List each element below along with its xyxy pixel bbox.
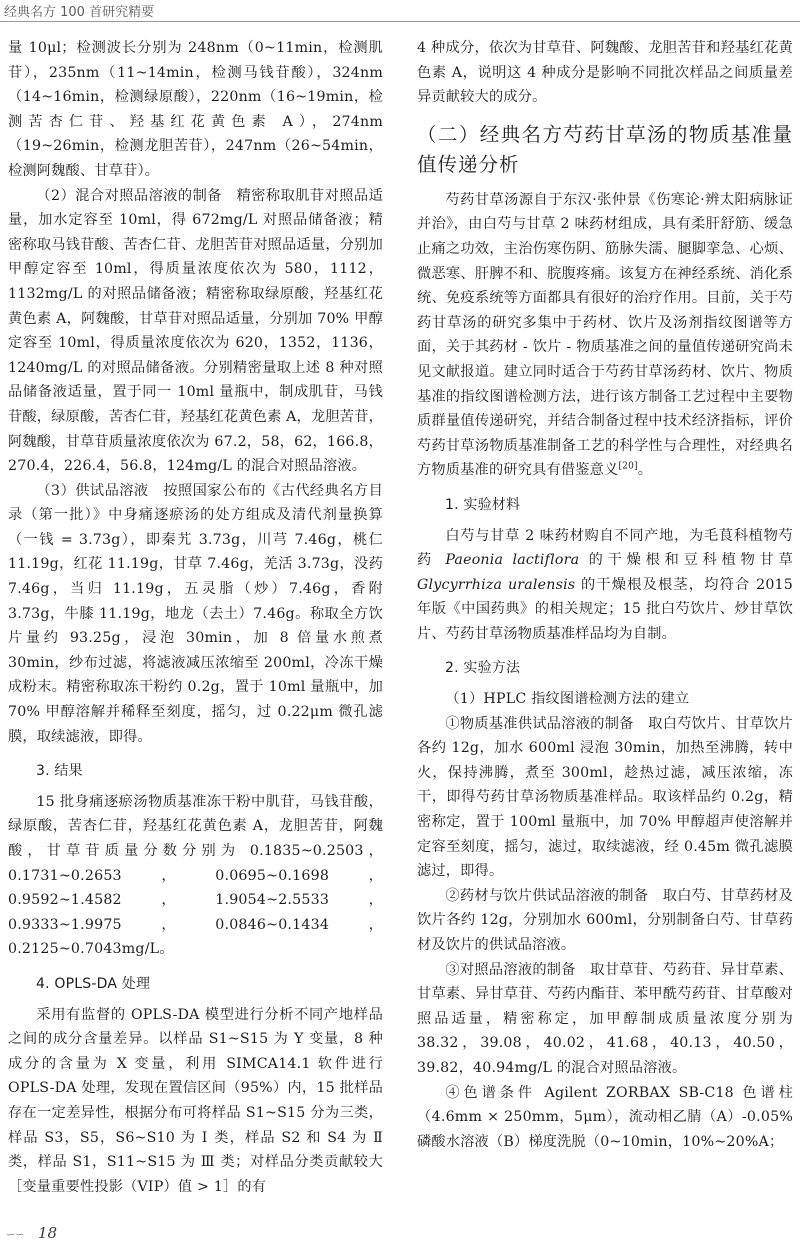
paragraph-herb-solution: ②药材与饮片供试品溶液的制备 取白芍、甘草药材及饮片各约 12g，分别加水 600ml，分别制备白芍、甘草药材及饮片的供试品溶液。 xyxy=(417,887,793,953)
materials-text-a: 白芍与甘草 2 味药材购自不同产地，为毛茛科植物芍药 xyxy=(417,527,793,569)
heading-opls-da: 4. OPLS-DA 处理 xyxy=(36,975,151,992)
intro-end: 。 xyxy=(637,462,653,479)
materials-text-c: 的干燥根及根茎，均符合 2015 年版《中国药典》的相关规定；15 批白芍饮片、炒甘草饮片、芍药甘草汤物质基准样品均为自制。 xyxy=(417,576,794,642)
paragraph-mixed-reference-prep: （2）混合对照品溶液的制备 精密称取肌苷对照品适量，加水定容至 10ml，得 672mg/L 对照品储备液；精密称取马钱苷酸、苦杏仁苷、龙胆苦苷对照品适量，分别加甲醇定容至 10ml，得质量浓度依次为 580，1112，1132mg/L 的对照品储备液；精密称取绿原酸，羟基红花黄色素 A，阿魏酸，甘草苷对照品适量，分别加 70% 甲醇定容至 10ml，得质量浓度依次为 620，1352，1136，1240mg/L 的对照品储备液。分别精密量取上述 8 种对照品储备液适量，置于同一 10ml 量瓶中，制成肌苷，马钱苷酸，绿原酸，苦杏仁苷，羟基红花黄色素 A，龙胆苦苷，阿魏酸，甘草苷质量浓度依次为 67.2，58，62，166.8，270.4，226.4，56.8，124mg/L 的混合对照品溶液。 xyxy=(8,187,383,475)
paragraph-chromatography: ④色谱条件 Agilent ZORBAX SB-C18 色谱柱（4.6mm × 250mm，5μm），流动相乙腈（A）-0.05% 磷酸水溶液（B）梯度洗脱（0~10min，10%~20%A； xyxy=(417,1084,793,1150)
materials-text-b: 的干燥根和豆科植物甘草 xyxy=(579,552,793,569)
latin-name-glycyrrhiza: Glycyrrhiza uralensis xyxy=(417,576,576,593)
right-column xyxy=(417,36,793,1154)
section-heading: （二）经典名方芍药甘草汤的物质基准量值传递分析 xyxy=(417,122,793,176)
page-number: 18 xyxy=(38,1224,58,1242)
heading-results: 3. 结果 xyxy=(36,763,83,780)
running-header xyxy=(0,0,800,20)
left-column xyxy=(8,36,383,1199)
reference-citation: [20] xyxy=(618,461,638,472)
paragraph-reference-solution: ③对照品溶液的制备 取甘草苷、芍药苷、异甘草素、甘草素、异甘草苷、芍药内酯苷、苯甲酰芍药苷、甘草酸对照品适量，精密称定，加甲醇制成质量浓度分别为 38.32，39.08，40.02，41.68，40.13，40.50，39.82，40.94mg/L 的混合对照品溶液。 xyxy=(417,961,793,1076)
paragraph-intro xyxy=(417,188,793,483)
paragraph-detection-wavelengths: 量 10μl；检测波长分别为 248nm（0~11min，检测肌苷），235nm（11~14min，检测马钱苷酸），324nm（14~16min，检测绿原酸），220nm（16~19min，检测苦杏仁苷、羟基红花黄色素 A），274nm（19~26min，检测龙胆苦苷），247nm（26~54min，检测阿魏酸、甘草苷）。 xyxy=(8,40,383,179)
paragraph-hplc-method: （1）HPLC 指纹图谱检测方法的建立 xyxy=(445,691,690,708)
footer-ornament-icon: ∽∽ xyxy=(6,1228,25,1241)
header-divider xyxy=(0,21,800,22)
paragraph-opls-da: 采用有监督的 OPLS-DA 模型进行分析不同产地样品之间的成分含量差异。以样品 S1~S15 为 Y 变量，8 种成分的含量为 X 变量，利用 SIMCA14.1 软件进行 OPLS-DA 处理，发现在置信区间（95%）内，15 批样品存在一定差异性，根据分布可将样品 S1~S15 分为三类，样品 S3，S5，S6~S10 为 Ⅰ 类，样品 S2 和 S4 为 Ⅱ 类，样品 S1，S11~S15 为 Ⅲ 类；对样品分类贡献较大［变量重要性投影（VIP）值 > 1］的有 xyxy=(8,1006,383,1195)
paragraph-test-solution: （3）供试品溶液 按照国家公布的《古代经典名方目录（第一批）》中身痛逐瘀汤的处方组成及清代剂量换算（一钱 = 3.73g），即秦艽 3.73g，川芎 7.46g，桃仁 11.19g，红花 11.19g，甘草 7.46g，羌活 3.73g，没药 7.46g，当归 11.19g，五灵脂（炒）7.46g，香附 3.73g，牛膝 11.19g，地龙（去土）7.46g。称取全方饮片量约 93.25g，浸泡 30min，加 8 倍量水煎煮 30min，纱布过滤，将滤液减压浓缩至 200ml，冷冻干燥成粉末。精密称取冻干粉约 0.2g，置于 10ml 量瓶中，加 70% 甲醇溶解并稀释至刻度，摇匀，过 0.22μm 微孔滤膜，取续滤液，即得。 xyxy=(8,482,383,745)
latin-name-paeonia: Paeonia lactiflora xyxy=(445,552,580,569)
paragraph-continued: 4 种成分，依次为甘草苷、阿魏酸、龙胆苦苷和羟基红花黄色素 A，说明这 4 种成分是影响不同批次样品之间质量差异贡献较大的成分。 xyxy=(417,40,793,106)
paragraph-results: 15 批身痛逐瘀汤物质基准冻干粉中肌苷，马钱苷酸，绿原酸，苦杏仁苷，羟基红花黄色素 A，龙胆苦苷，阿魏酸，甘草苷质量分数分别为 0.1835~0.2503，0.1731~0.2653，0.0695~0.1698，0.9592~1.4582，1.9054~2.5533，0.9333~1.9975，0.0846~0.1434，0.2125~0.7043mg/L。 xyxy=(8,793,383,958)
heading-materials: 1. 实验材料 xyxy=(445,496,521,513)
book-title: 经典名方 100 首研究精要 xyxy=(4,5,155,20)
heading-methods: 2. 实验方法 xyxy=(445,660,521,677)
paragraph-materials xyxy=(417,524,793,647)
paragraph-substance-solution: ①物质基准供试品溶液的制备 取白芍饮片、甘草饮片各约 12g，加水 600ml 浸泡 30min，加热至沸腾，转中火，保持沸腾，煮至 300ml，趁热过滤，减压浓缩，冻干，即得芍药甘草汤物质基准样品。取该样品约 0.2g，精密称定，置于 100ml 量瓶中，加 70% 甲醇超声使溶解并定容至刻度，摇匀，滤过，取续滤液，经 0.45m 微孔滤膜滤过，即得。 xyxy=(417,715,793,880)
intro-text: 芍药甘草汤源自于东汉·张仲景《伤寒论·辨太阳病脉证并治》，由白芍与甘草 2 味药材组成，具有柔肝舒筋、缓急止痛之功效，主治伤寒伤阴、筋脉失濡、腿脚挛急、心烦、微恶寒、肝脾不和、脘腹疼痛。该复方在神经系统、消化系统、免疫系统等方面都具有很好的治疗作用。目前，关于芍药甘草汤的研究多集中于药材、饮片及汤剂指纹图谱等方面，关于其药材 - 饮片 - 物质基准之间的量值传递研究尚未见文献报道。建立同时适合于芍药甘草汤药材、饮片、物质基准的指纹图谱检测方法，进行该方制备工艺过程中主要物质群量值传递研究，并结合制备过程中技术经济指标，评价芍药甘草汤物质基准制备工艺的科学性与合理性，对经典名方物质基准的研究具有借鉴意义 xyxy=(417,191,793,479)
